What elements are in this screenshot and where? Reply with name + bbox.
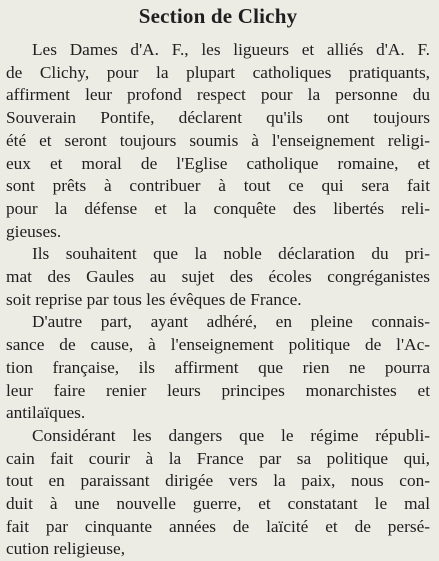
text-line: eux et moral de l'Eglise catholique romaine, et — [6, 153, 430, 173]
text-line: pour la défense et la conquête des libertés reli- — [6, 198, 430, 218]
text-line: duit à une nouvelle guerre, et constatant le mal — [6, 494, 430, 514]
paragraph-4 — [6, 425, 430, 561]
text-line: Souverain Pontife, déclarent qu'ils ont toujours — [6, 108, 430, 128]
text-line: tion française, ils affirment que rien ne pourra — [6, 357, 430, 377]
text-line: cution religieuse, — [6, 539, 126, 559]
text-line: été et seront toujours soumis à l'enseignement religi- — [6, 130, 430, 150]
text-line: antilaïques. — [6, 403, 86, 423]
text-line: leur faire renier leurs principes monarchistes et — [6, 380, 430, 400]
text-line: Considérant les dangers que le régime républi- — [32, 425, 430, 445]
text-line: mat des Gaules au sujet des écoles congréganistes — [6, 267, 430, 287]
text-line: sont prêts à contribuer à tout ce qui sera fait — [6, 176, 430, 196]
text-line: fait par cinquante années de laïcité et de persé- — [6, 516, 430, 536]
paragraph-1 — [6, 39, 430, 243]
text-line: affirment leur profond respect pour la personne du — [6, 85, 430, 105]
text-line: cain fait courir à la France par sa politique qui, — [6, 448, 430, 468]
text-line: de Clichy, pour la plupart catholiques pratiquants, — [6, 62, 430, 82]
text-line: Ils souhaitent que la noble déclaration du pri- — [32, 244, 430, 264]
text-line: gieuses. — [6, 221, 62, 241]
text-line: D'autre part, ayant adhéré, en pleine connais- — [32, 312, 430, 332]
section-heading: Section de Clichy — [138, 4, 298, 28]
paragraph-3 — [6, 311, 430, 425]
text-line: Les Dames d'A. F., les ligueurs et alliés d'A. F. — [32, 40, 430, 59]
paragraph-2 — [6, 243, 430, 311]
article-body — [6, 39, 430, 561]
text-line: sance de cause, à l'enseignement politique de l'Ac- — [6, 335, 430, 355]
text-line: soit reprise par tous les évêques de France. — [6, 289, 302, 309]
text-line: tout en paraissant dirigée vers la paix, nous con- — [6, 471, 430, 491]
